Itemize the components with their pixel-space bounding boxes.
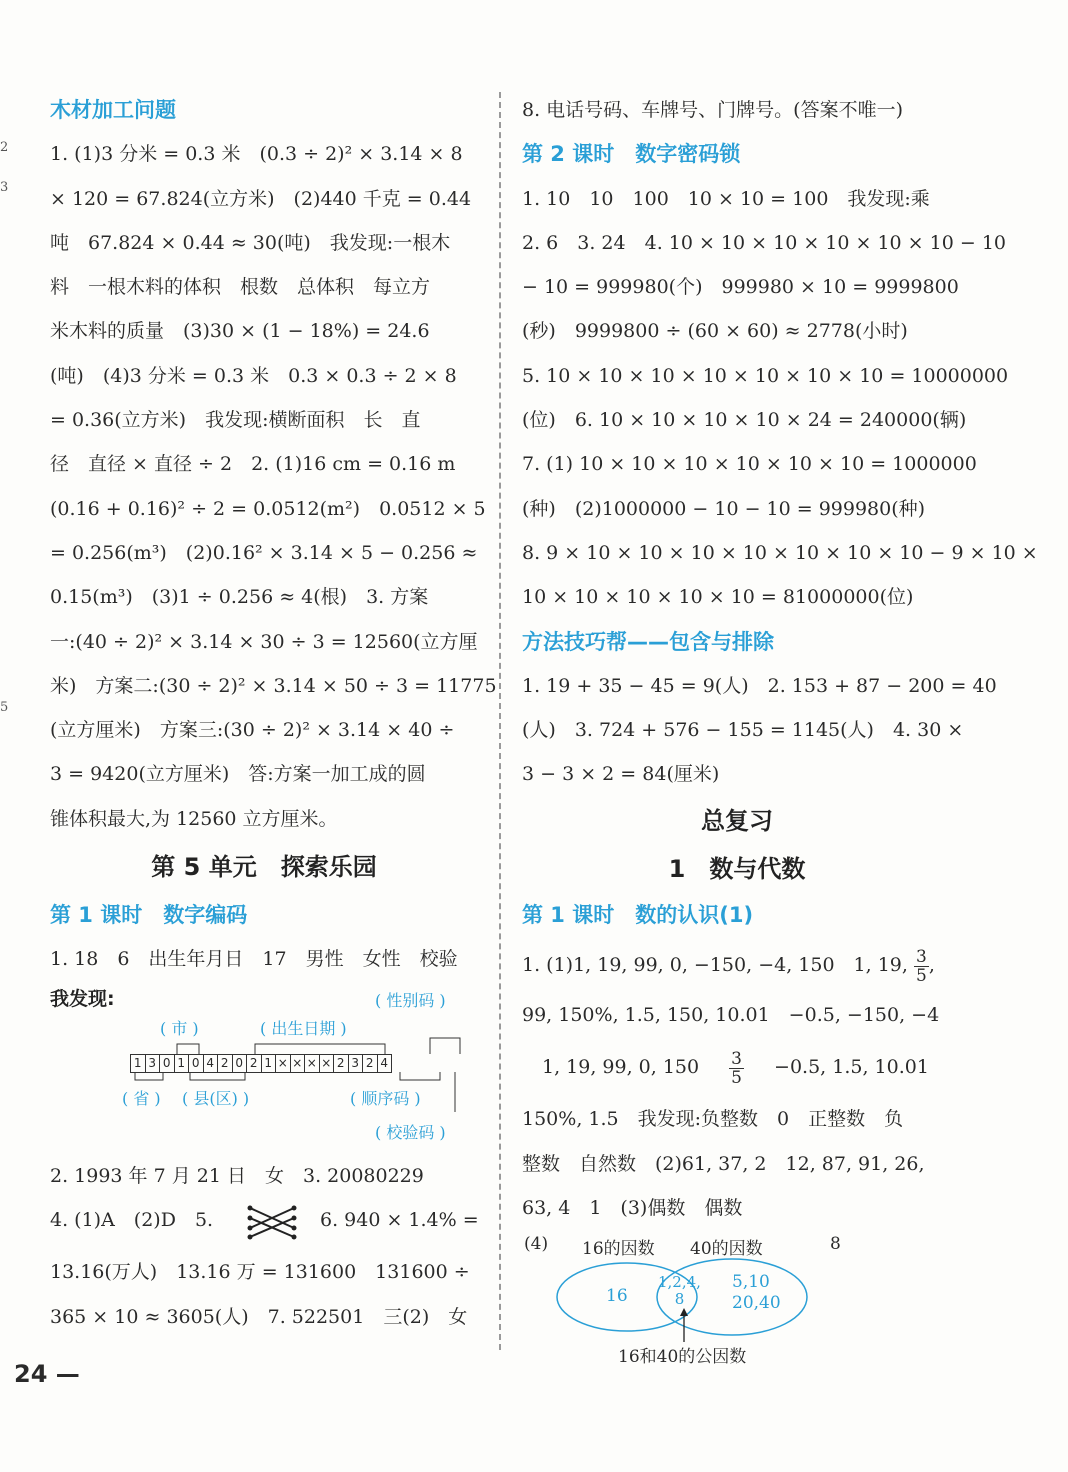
- id-digit-cell: 2: [217, 1054, 233, 1073]
- wood-line: 吨 67.824 × 0.44 ≈ 30(吨) 我发现:一根木: [50, 231, 451, 254]
- wood-line: 一:(40 ÷ 2)² × 3.14 × 30 ÷ 3 = 12560(立方厘: [50, 630, 478, 653]
- id-digit-cell: 3: [348, 1054, 364, 1073]
- id-digit-cell: 2: [333, 1054, 349, 1073]
- lesson2-line: 8. 9 × 10 × 10 × 10 × 10 × 10 × 10 × 10 − 9 × 10 ×: [522, 541, 1038, 564]
- q6-text: 6. 940 × 1.4% =: [320, 1208, 479, 1231]
- id-digit-cell: ×: [290, 1054, 306, 1073]
- wood-line: 0.15(m³) (3)1 ÷ 0.256 ≈ 4(根) 3. 方案: [50, 586, 429, 609]
- label-province: ( 省 ): [122, 1088, 161, 1108]
- r1-rest-line: 150%, 1.5 我发现:负整数 0 正整数 负: [522, 1108, 904, 1131]
- venn-diagram: [522, 1230, 952, 1370]
- label-birth: ( 出生日期 ): [260, 1018, 347, 1038]
- wood-line: (立方厘米) 方案三:(30 ÷ 2)² × 3.14 × 40 ÷: [50, 719, 455, 742]
- venn-only40-b: 20,40: [732, 1293, 781, 1314]
- lesson2-line: 10 × 10 × 10 × 10 × 10 = 81000000(位): [522, 586, 914, 609]
- id-digit-cell: ×: [304, 1054, 320, 1073]
- wood-line: 米) 方案二:(30 ÷ 2)² × 3.14 × 50 ÷ 3 = 11775: [50, 674, 497, 697]
- right-column: [522, 88, 1038, 1370]
- lesson2-line: − 10 = 999980(个) 999980 × 10 = 9999800: [522, 276, 959, 299]
- unit-title: 第 5 单元 探索乐园: [151, 853, 377, 882]
- id-digit-cell: ×: [275, 1054, 291, 1073]
- answer-8: 8. 电话号码、车牌号、门牌号。(答案不唯一): [522, 99, 903, 121]
- lesson1-heading: 第 1 课时 数字编码: [50, 903, 248, 928]
- wood-line: (吨) (4)3 分米 = 0.3 米 0.3 × 0.3 ÷ 2 × 8: [50, 364, 457, 387]
- wood-answers: [50, 132, 497, 841]
- wood-line: × 120 = 67.824(立方米) (2)440 千克 = 0.44: [50, 187, 472, 210]
- id-digit-cell: 2: [362, 1054, 378, 1073]
- wood-line: = 0.36(立方米) 我发现:横断面积 长 直: [50, 409, 421, 432]
- id-digit-cell: 3: [145, 1054, 161, 1073]
- lesson2-line: (位) 6. 10 × 10 × 10 × 10 × 24 = 240000(辆): [522, 409, 967, 432]
- venn-label-16: 16的因数: [582, 1239, 655, 1260]
- r1-line1: 1. (1)1, 19, 99, 0, −150, −4, 150 1, 19, $\frac{3}{5}$ ,: [522, 946, 935, 986]
- r1-rest-lines: [522, 1097, 952, 1230]
- tail-line-4: 13.16(万人) 13.16 万 = 131600 131600 ÷: [50, 1261, 470, 1284]
- page-number: 24 —: [14, 1360, 80, 1388]
- column-divider: [499, 92, 501, 1350]
- wood-line: 料 一根木料的体积 根数 总体积 每立方: [50, 276, 431, 299]
- id-digit-cell: 0: [188, 1054, 204, 1073]
- discover-label: 我发现:: [50, 987, 115, 1010]
- label-gender: ( 性别码 ): [375, 990, 446, 1010]
- lesson2-line: (种) (2)1000000 − 10 − 10 = 999980(种): [522, 497, 926, 520]
- wood-line: 3 = 9420(立方厘米) 答:方案一加工成的圆: [50, 763, 426, 786]
- q4-q5-text: 4. (1)A (2)D 5.: [50, 1208, 214, 1231]
- venn-label-40: 40的因数: [690, 1239, 763, 1260]
- id-digit-cell: 1: [130, 1054, 146, 1073]
- r1-line3b: −0.5, 1.5, 10.01: [774, 1056, 929, 1079]
- wood-line: 1. (1)3 分米 = 0.3 米 (0.3 ÷ 2)² × 3.14 × 8: [50, 143, 463, 166]
- r1-rest-line: 整数 自然数 (2)61, 37, 2 12, 87, 91, 26,: [522, 1152, 925, 1175]
- id-digit-cell: 0: [232, 1054, 248, 1073]
- lesson2-answers: [522, 177, 1038, 620]
- review-title: 总复习: [701, 806, 773, 835]
- method-heading: 方法技巧帮——包含与排除: [522, 629, 774, 654]
- id-digit-row: [131, 1054, 392, 1073]
- frac-num: 3: [915, 946, 927, 967]
- method-line: 3 − 3 × 2 = 84(厘米): [522, 763, 720, 786]
- id-digit-cell: ×: [319, 1054, 335, 1073]
- lesson2-heading: 第 2 课时 数字密码锁: [522, 142, 741, 167]
- id-digit-cell: 2: [246, 1054, 262, 1073]
- tail-line-1: 2. 1993 年 7 月 21 日 女 3. 20080229: [50, 1164, 424, 1187]
- id-digit-cell: 4: [203, 1054, 219, 1073]
- wood-line: 径 直径 × 直径 ÷ 2 2. (1)16 cm = 0.16 m: [50, 453, 456, 476]
- lesson2-line: 7. (1) 10 × 10 × 10 × 10 × 10 × 10 = 1000000: [522, 453, 977, 476]
- fraction-3-5-b: [729, 1050, 744, 1087]
- lesson2-line: 1. 10 10 100 10 × 10 = 100 我发现:乘: [522, 187, 930, 210]
- id-digit-cell: 0: [159, 1054, 175, 1073]
- wood-line: (0.16 + 0.16)² ÷ 2 = 0.0512(m²) 0.0512 × 5: [50, 497, 486, 520]
- wood-line: 米木料的质量 (3)30 × (1 − 18%) = 24.6: [50, 320, 430, 343]
- id-digit-cell: 1: [174, 1054, 190, 1073]
- frac-den-b: 5: [731, 1067, 742, 1088]
- r1-line1-text: 1. (1)1, 19, 99, 0, −150, −4, 150 1, 19,: [522, 954, 908, 977]
- label-check: ( 校验码 ): [375, 1122, 446, 1142]
- fraction-3-5: [914, 948, 929, 985]
- id-code-figure: [50, 982, 478, 1154]
- r1-line2: 99, 150%, 1.5, 150, 10.01 −0.5, −150, −4: [522, 1004, 940, 1027]
- lesson2-line: 2. 6 3. 24 4. 10 × 10 × 10 × 10 × 10 × 10 − 10: [522, 231, 1006, 254]
- tail-line-5: 365 × 10 ≈ 3605(人) 7. 522501 三(2) 女: [50, 1305, 468, 1328]
- venn-caption: 16和40的公因数: [618, 1347, 747, 1368]
- id-digit-cell: 4: [377, 1054, 393, 1073]
- edge-fragment: 2: [0, 140, 9, 155]
- method-line: (人) 3. 724 + 576 − 155 = 1145(人) 4. 30 ×: [522, 719, 964, 742]
- wood-line: 锥体积最大,为 12560 立方厘米。: [50, 807, 338, 830]
- label-city: ( 市 ): [160, 1018, 199, 1038]
- label-order: ( 顺序码 ): [350, 1088, 421, 1108]
- r1-line3a: 1, 19, 99, 0, 150: [542, 1056, 700, 1079]
- frac-den: 5: [915, 965, 927, 986]
- lesson2-line: (秒) 9999800 ÷ (60 × 60) ≈ 2778(小时): [522, 320, 908, 343]
- label-county: ( 县(区) ): [182, 1088, 250, 1108]
- lesson1r-heading: 第 1 课时 数的认识(1): [522, 902, 754, 927]
- edge-fragment: 5: [0, 700, 9, 715]
- tail-line-2: [50, 1198, 478, 1242]
- wood-line: = 0.256(m³) (2)0.16² × 3.14 × 5 − 0.256 ≈: [50, 541, 478, 564]
- matching-lines-figure: [246, 1204, 300, 1240]
- lesson1-line1: 1. 18 6 出生年月日 17 男性 女性 校验: [50, 948, 458, 971]
- review-subtitle: 1 数与代数: [668, 854, 806, 883]
- lesson2-line: 5. 10 × 10 × 10 × 10 × 10 × 10 × 10 = 10000000: [522, 364, 1009, 387]
- venn-common: 1,2,4, 8: [658, 1273, 701, 1309]
- venn-prefix: (4): [524, 1234, 549, 1255]
- method-line: 1. 19 + 35 − 45 = 9(人) 2. 153 + 87 − 200 = 40: [522, 674, 997, 697]
- venn-only16: 16: [606, 1286, 628, 1307]
- venn-only40-a: 5,10: [732, 1272, 770, 1293]
- edge-fragment: 3: [0, 180, 9, 195]
- id-digit-cell: 1: [261, 1054, 277, 1073]
- r1-line3: [522, 1037, 952, 1097]
- r1-rest-line: 63, 4 1 (3)偶数 偶数: [522, 1196, 743, 1219]
- frac-num-b: 3: [731, 1048, 742, 1069]
- venn-extra: 8: [830, 1234, 841, 1255]
- left-column: [50, 88, 497, 1339]
- method-answers: [522, 664, 997, 797]
- heading-wood: 木材加工问题: [50, 98, 176, 122]
